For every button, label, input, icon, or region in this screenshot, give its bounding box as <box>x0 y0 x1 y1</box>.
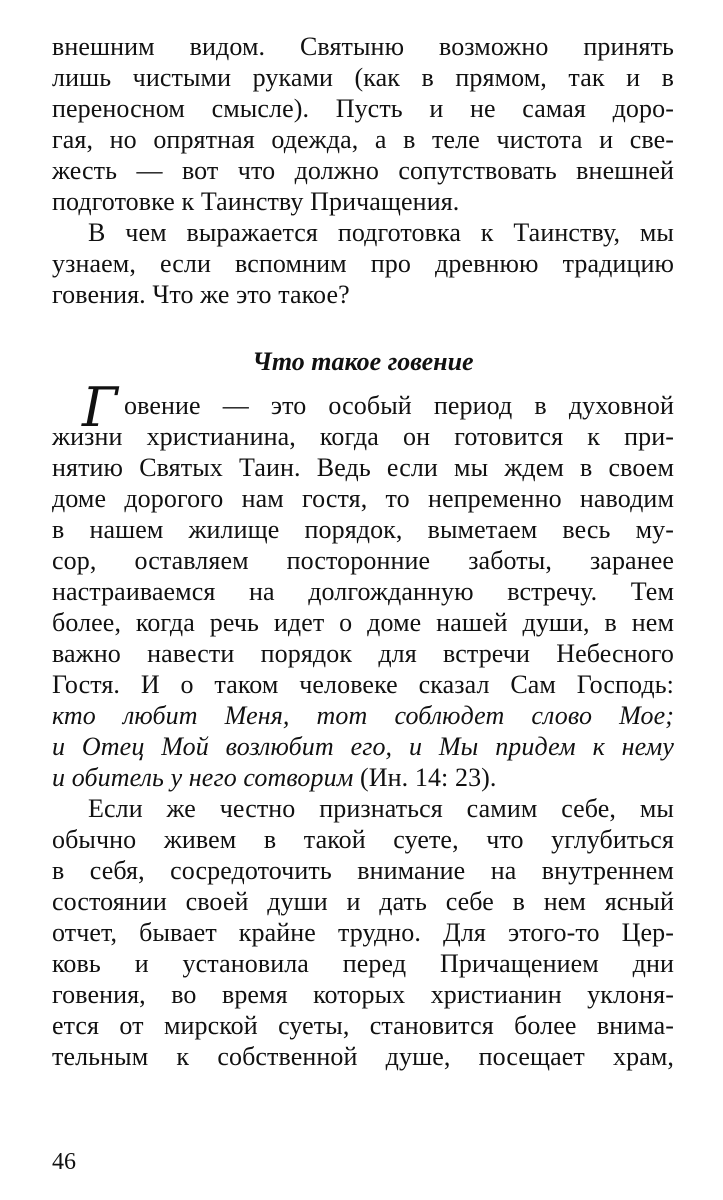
paragraph-preparation <box>52 217 674 310</box>
text-line: доме дорогого нам гостя, то непременно наводим <box>52 484 674 513</box>
text-line: в нашем жилище порядок, выметаем весь му- <box>52 515 674 544</box>
text-line: обычно живем в такой суете, что углубиться <box>52 825 674 854</box>
paragraph-govenie <box>52 376 674 793</box>
text-line: переносном смысле). Пусть и не самая доро- <box>52 94 674 123</box>
text-line: тельным к собственной душе, посещает храм, <box>52 1042 674 1071</box>
paragraph-intro <box>52 31 674 217</box>
text-line: говения. Что же это такое? <box>52 280 350 309</box>
text-line: жесть — вот что должно сопутствовать внешней <box>52 156 674 185</box>
text-line: узнаем, если вспомним про древнюю традицию <box>52 249 674 278</box>
page-body <box>52 31 674 1072</box>
quote-line: и Отец Мой возлюбит его, и Мы придем к нему <box>52 732 674 761</box>
text-line: Если же честно признаться самим себе, мы <box>88 794 674 823</box>
paragraph-church <box>52 793 674 1072</box>
text-line: нятию Святых Таин. Ведь если мы ждем в своем <box>52 453 674 482</box>
quote-text: и обитель у него сотворим <box>52 763 354 792</box>
drop-cap-letter: Г <box>82 376 118 439</box>
text-line: говения, во время которых христианин уклоня- <box>52 980 674 1009</box>
quote-line-last <box>52 762 674 793</box>
page-number: 46 <box>52 1149 76 1175</box>
scripture-reference: (Ин. 14: 23). <box>353 763 497 792</box>
text-line: В чем выражается подготовка к Таинству, мы <box>88 218 674 247</box>
text-line: сор, оставляем посторонние заботы, заранее <box>52 546 674 575</box>
text-line: более, когда речь идет о доме нашей души, в нем <box>52 608 674 637</box>
text-line: ковь и установила перед Причащением дни <box>52 949 674 978</box>
text-line: Гостя. И о таком человеке сказал Сам Господь: <box>52 670 674 699</box>
text-line: отчет, бывает крайне трудно. Для этого-то Цер- <box>52 918 674 947</box>
text-line: в себя, сосредоточить внимание на внутреннем <box>52 856 674 885</box>
text-line: важно навести порядок для встречи Небесного <box>52 639 674 668</box>
text-line: настраиваемся на долгожданную встречу. Тем <box>52 577 674 606</box>
text-line: ется от мирской суеты, становится более внима- <box>52 1011 674 1040</box>
section-heading: Что такое говение <box>252 347 474 376</box>
quote-line: кто любит Меня, тот соблюдет слово Мое; <box>52 701 674 730</box>
text-line: подготовке к Таинству Причащения. <box>52 187 460 216</box>
text-line: гая, но опрятная одежда, а в теле чистота и све- <box>52 125 674 154</box>
text-line-rest: овение — это особый период в духовной <box>124 391 674 420</box>
text-line: жизни христианина, когда он готовится к при- <box>52 422 674 451</box>
text-line: лишь чистыми руками (как в прямом, так и в <box>52 63 674 92</box>
text-line: состоянии своей души и дать себе в нем ясный <box>52 887 674 916</box>
text-line: внешним видом. Святыню возможно принять <box>52 32 674 61</box>
